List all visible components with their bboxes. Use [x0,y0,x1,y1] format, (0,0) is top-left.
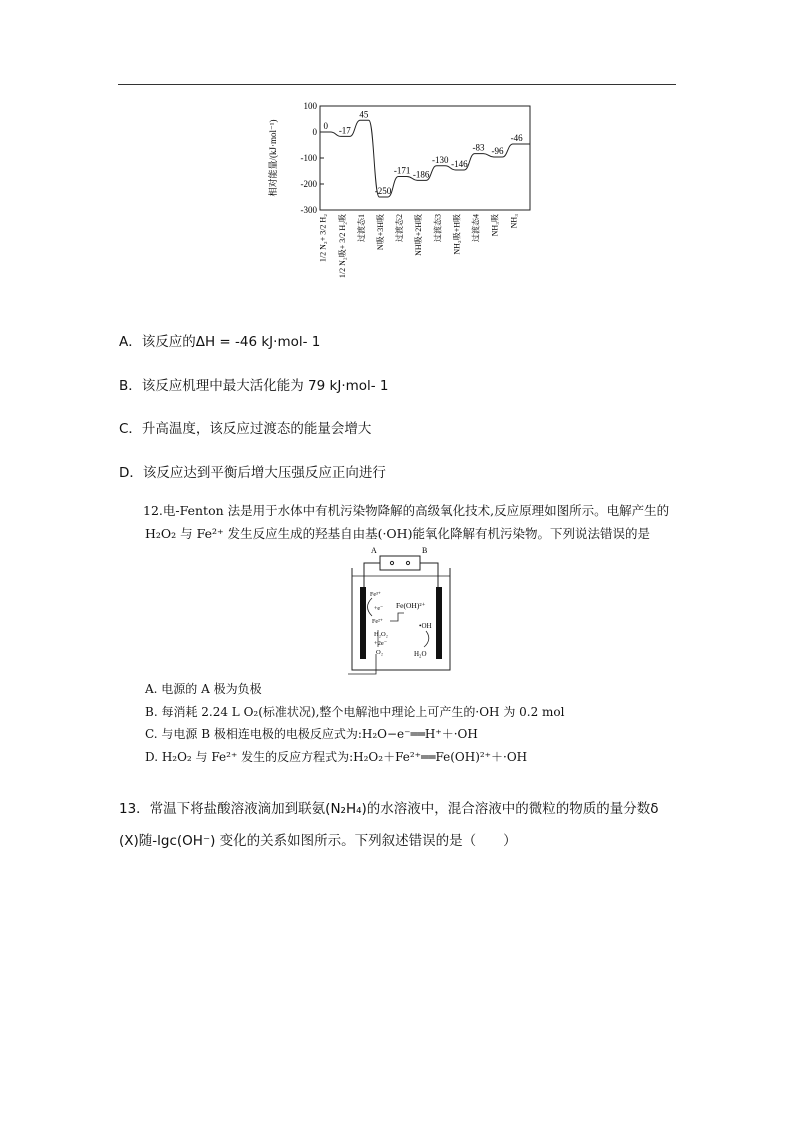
stage-label: NH吸+2H吸 [414,214,424,256]
stage-label: 1/2 N₂+ 3/2 H₂ [318,214,328,263]
q12-stem-line2: H₂O₂ 与 Fe²⁺ 发生反应生成的羟基自由基(·OH)能氧化降解有机污染物。下列说法错误的是 [145,526,650,541]
feoh-label: Fe(OH)²⁺ [396,601,426,610]
power-label-b: B [422,546,428,555]
q11-option-d: D．该反应达到平衡后增大压强反应正向进行 [119,465,386,481]
cell-container [352,568,450,670]
y-axis-label: 相对能量/(kJ·mol⁻¹) [268,119,278,197]
anode [436,587,442,659]
fe3-label: Fe³⁺ [370,592,381,598]
q12-option-c: C. 与电源 B 极相连电极的电极反应式为:H₂O−e⁻══H⁺＋·OH [145,727,478,741]
wire-b [420,563,438,587]
stage-label: NH₃吸 [490,214,500,237]
energy-value-label: -46 [510,132,523,143]
o2-label: O₂ [376,649,383,656]
q13-stem-line1: 13．常温下将盐酸溶液滴加到联氨(N₂H₄)的水溶液中，混合溶液中的微粒的物质的量分数δ [119,801,659,817]
oxidation-arrow [424,631,429,647]
product-arrows [390,613,404,621]
oh-label: •OH [419,622,432,630]
energy-value-label: -17 [338,125,351,136]
q12-stem-line1: 12.电-Fenton 法是用于水体中有机污染物降解的高级氧化技术,反应原理如图所示。电解产生的 [143,503,670,518]
y-tick-label: -200 [300,179,317,189]
energy-value-label: -171 [393,165,411,176]
energy-value-label: -83 [472,142,485,153]
q12-option-a: A. 电源的 A 极为负极 [145,682,262,696]
power-label-a: A [371,546,377,555]
energy-value-label: -146 [451,158,468,169]
stage-label: NH₃ [509,214,519,229]
h2o-label: H₂O [414,650,427,658]
y-tick-label: 0 [312,127,317,137]
q11-option-a: A．该反应的ΔH = -46 kJ·mol- 1 [119,334,321,350]
wire-a [364,563,380,587]
energy-value-label: 45 [359,109,369,120]
stage-label: 过渡态2 [395,214,405,242]
energy-profile-chart [262,98,532,308]
electrolysis-diagram [338,542,462,678]
fe2-label: Fe²⁺ [372,619,383,625]
stage-label: 过渡态4 [471,214,481,242]
stage-label: 过渡态3 [433,214,443,242]
two-electron-label: +2e⁻ [374,640,388,647]
energy-value-label: -186 [412,169,430,180]
energy-value-labels [323,109,523,196]
power-source [380,556,420,570]
stage-label: NH₂吸+H吸 [452,214,462,255]
q11-option-b: B．该反应机理中最大活化能为 79 kJ·mol- 1 [119,378,389,394]
electron-label: +e⁻ [374,606,384,612]
energy-curve [320,120,530,197]
stage-label: N吸+3H吸 [376,214,385,251]
q13-stem-line2: (X)随-lgc(OH⁻) 变化的关系如图所示。下列叙述错误的是（ ） [119,833,517,849]
stage-label: 过渡态1 [356,214,366,242]
energy-value-label: -250 [374,186,392,196]
energy-value-label: 0 [323,121,328,131]
plot-frame [320,106,530,210]
q12-option-d: D. H₂O₂ 与 Fe²⁺ 发生的反应方程式为:H₂O₂＋Fe²⁺══Fe(OH)²⁺＋·OH [145,750,528,764]
y-tick-label: -300 [300,205,317,215]
y-tick-label: -100 [300,153,317,163]
cathode [360,587,366,659]
reduction-arrow [368,598,373,616]
y-tick-label: 100 [303,101,317,111]
h2o2-label: H₂O₂ [374,631,388,638]
q12-option-b: B. 每消耗 2.24 L O₂(标准状况),整个电解池中理论上可产生的·OH 为 0.2 mol [145,705,565,719]
q11-option-c: C．升高温度，该反应过渡态的能量会增大 [119,421,372,437]
energy-value-label: -96 [491,145,504,156]
header-rule [118,84,676,85]
stage-labels [319,214,519,278]
y-axis-title [267,120,278,197]
stage-label: 1/2 N₂吸+ 3/2 H₂吸 [337,214,347,279]
energy-value-label: -130 [432,154,449,165]
